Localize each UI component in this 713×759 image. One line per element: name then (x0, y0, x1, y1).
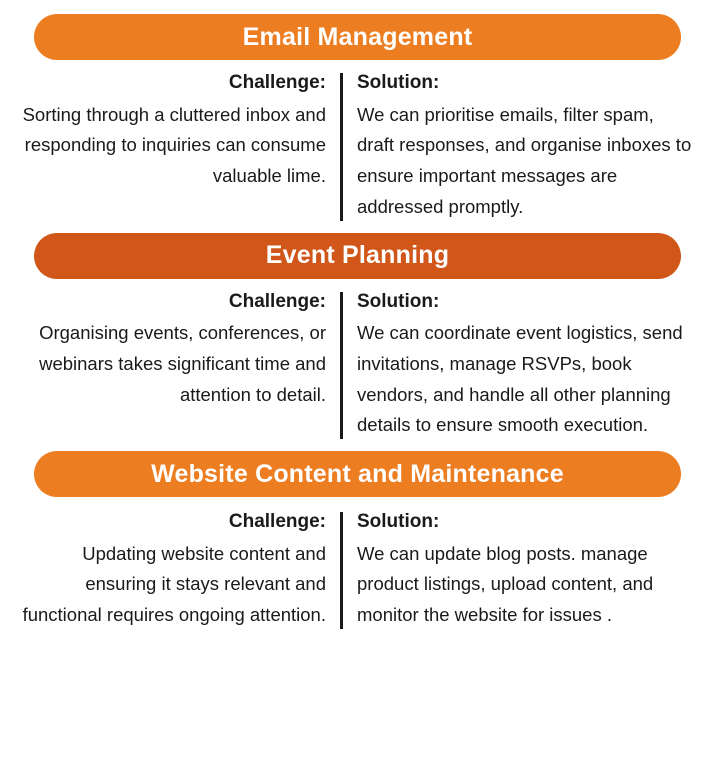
solution-label: Solution: (357, 72, 440, 93)
section-email-management (20, 14, 693, 223)
section-website-content-and-maintenance (20, 451, 693, 631)
challenge-text: Updating website content and ensuring it stays relevant and functional requires ongoing attention. (22, 542, 326, 626)
section-banner (34, 233, 681, 279)
challenge-column (20, 510, 340, 631)
section-columns (20, 279, 693, 442)
challenge-label: Challenge: (228, 511, 326, 532)
section-banner (34, 451, 681, 497)
challenge-column (20, 71, 340, 192)
solution-text: We can prioritise emails, filter spam, draft responses, and organise inboxes to ensure important messages are addressed promptly. (357, 103, 692, 217)
solution-column (343, 290, 693, 442)
challenge-column (20, 290, 340, 411)
section-event-planning (20, 233, 693, 442)
challenge-label: Challenge: (228, 72, 326, 93)
section-title: Email Management (242, 22, 473, 51)
challenge-text: Sorting through a cluttered inbox and responding to inquiries can consume valuable lime. (22, 103, 326, 187)
solution-label: Solution: (357, 290, 440, 312)
solution-label: Solution: (357, 511, 440, 532)
solution-column (343, 510, 693, 631)
section-columns (20, 60, 693, 223)
solution-text: We can coordinate event logistics, send invitations, manage RSVPs, book vendors, and handle all other planning details to ensure smooth execution. (357, 322, 683, 436)
solution-column (343, 71, 693, 223)
challenge-label: Challenge: (228, 290, 326, 312)
section-columns (20, 497, 693, 631)
solution-text: We can update blog posts. manage product listings, upload content, and monitor the website for issues . (357, 542, 654, 626)
section-banner (34, 14, 681, 60)
section-title: Event Planning (265, 241, 450, 269)
section-title: Website Content and Maintenance (151, 459, 564, 488)
challenge-text: Organising events, conferences, or webinars takes significant time and attention to detail. (39, 322, 326, 405)
